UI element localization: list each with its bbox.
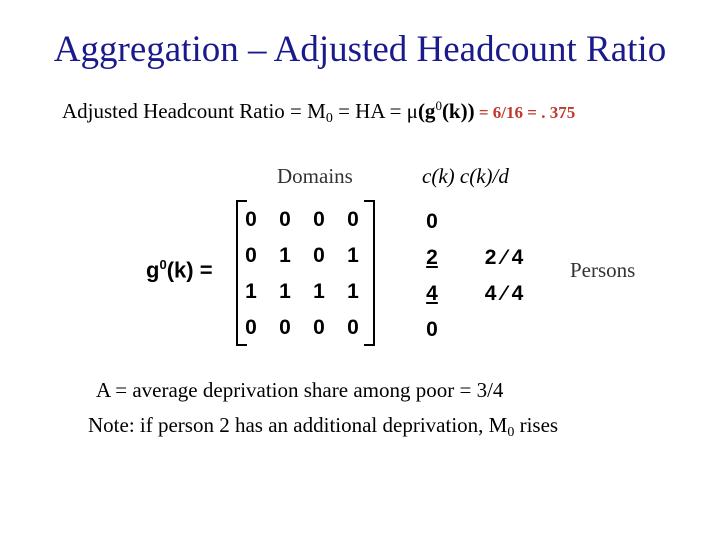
matrix-label-rest: (k) = [166, 257, 213, 283]
domains-label: Domains [277, 164, 353, 188]
formula-g-close: (k)) [441, 99, 475, 123]
formula-result: = 6/16 = . 375 [474, 103, 576, 122]
average-share-note: A = average deprivation share among poor = 3/4 [96, 378, 504, 402]
ck-value: 4 [426, 282, 438, 305]
ck-header: c(k) c(k)/d [422, 164, 509, 188]
matrix-cell: 1 [313, 280, 325, 303]
matrix-cell: 0 [245, 208, 257, 231]
matrix-cell: 0 [313, 316, 325, 339]
matrix-cell: 0 [279, 316, 291, 339]
persons-label: Persons [570, 258, 636, 282]
ck-value: 0 [426, 210, 438, 233]
formula-g-open: (g [417, 99, 436, 123]
ck-value: 0 [426, 318, 438, 341]
formula-lhs: Adjusted Headcount Ratio = M [62, 99, 326, 123]
matrix-label-superscript: 0 [159, 257, 167, 272]
formula-mid: = HA = [332, 99, 407, 123]
ck-ratio-value: 2 ⁄ 4 [484, 246, 524, 269]
formula-line [62, 98, 575, 127]
matrix-cell: 0 [245, 316, 257, 339]
formula-g-superscript: 0 [435, 98, 442, 113]
matrix-cell: 0 [347, 208, 359, 231]
slide-title: Aggregation – Adjusted Headcount Ratio [53, 29, 667, 70]
ck-ratio-value: 4 ⁄ 4 [484, 282, 524, 305]
matrix-label [146, 257, 213, 283]
note-b-tail: rises [514, 413, 559, 437]
note-b-text: Note: if person 2 has an additional deprivation, M [88, 413, 508, 437]
ck-value: 2 [426, 246, 438, 269]
matrix-cell: 0 [347, 316, 359, 339]
matrix-cell: 0 [279, 208, 291, 231]
matrix-cell: 1 [279, 280, 291, 303]
matrix-cell: 0 [313, 244, 325, 267]
formula-m-subscript: 0 [325, 111, 333, 126]
matrix-label-g: g [146, 257, 160, 283]
matrix-cell: 1 [279, 244, 291, 267]
matrix-cell: 1 [245, 280, 257, 303]
matrix-cell: 0 [245, 244, 257, 267]
matrix-cell: 0 [313, 208, 325, 231]
matrix-cell: 1 [347, 280, 359, 303]
additional-deprivation-note [88, 413, 558, 441]
matrix-cell: 1 [347, 244, 359, 267]
formula-mu: μ [406, 99, 418, 123]
note-b-subscript: 0 [507, 425, 515, 440]
